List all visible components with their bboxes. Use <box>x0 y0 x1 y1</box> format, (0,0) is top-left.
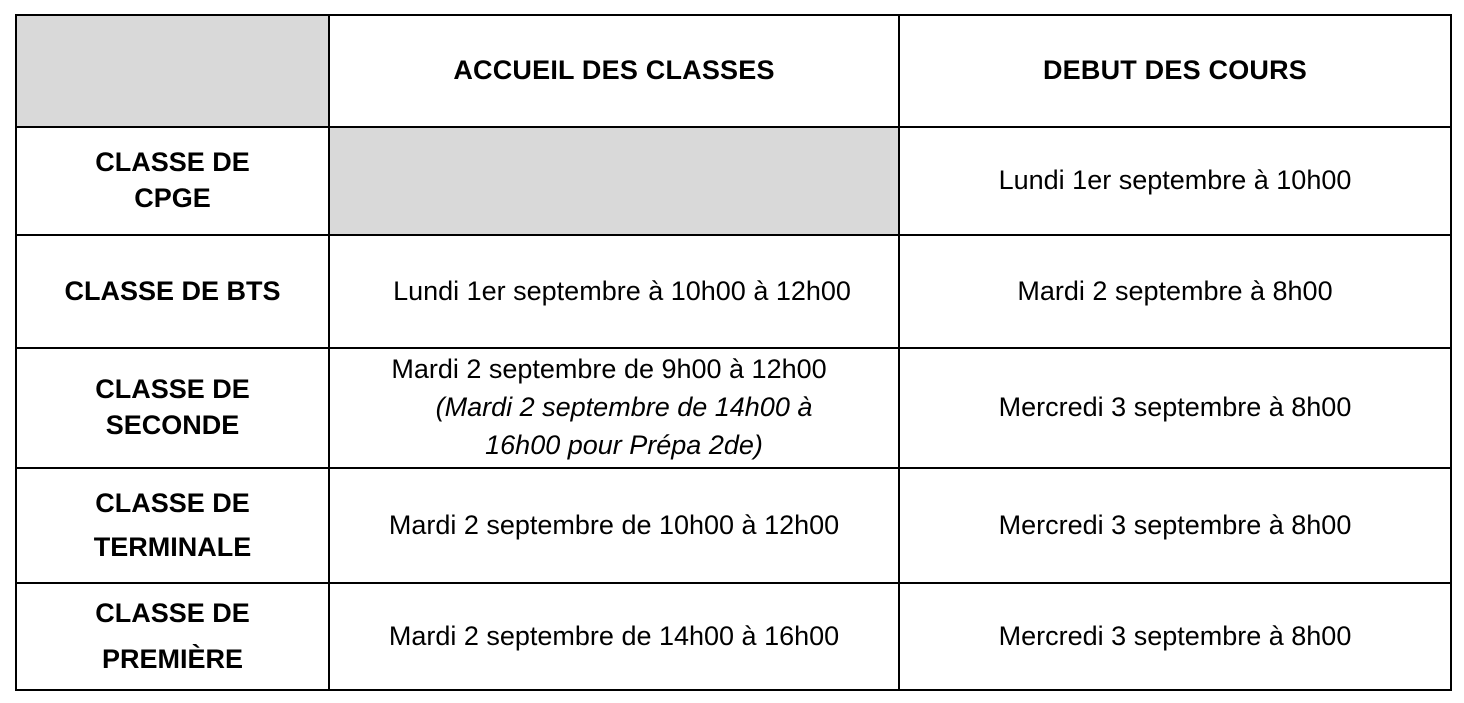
row-label-line: CLASSE DE <box>95 488 250 519</box>
row-label-terminale <box>16 468 329 583</box>
accueil-cell-empty <box>329 127 899 235</box>
row-label-line: CPGE <box>134 183 211 213</box>
table-row <box>16 348 1451 468</box>
row-label-line: CLASSE DE <box>95 147 250 178</box>
accueil-cell: Mardi 2 septembre de 10h00 à 12h00 <box>329 468 899 583</box>
debut-cell: Mercredi 3 septembre à 8h00 <box>899 468 1451 583</box>
header-debut: DEBUT DES COURS <box>899 15 1451 127</box>
row-label-line: CLASSE DE <box>95 597 250 628</box>
table-row <box>16 127 1451 235</box>
schedule-table <box>15 14 1452 691</box>
table-row <box>16 235 1451 348</box>
row-label-line: SECONDE <box>105 410 240 440</box>
row-label-cpge <box>16 127 329 235</box>
table-row <box>16 583 1451 690</box>
debut-cell: Mardi 2 septembre à 8h00 <box>899 235 1451 348</box>
accueil-cell: Mardi 2 septembre de 14h00 à 16h00 <box>329 583 899 690</box>
debut-cell: Lundi 1er septembre à 10h00 <box>899 127 1451 235</box>
header-row <box>16 15 1451 127</box>
row-label-line: CLASSE DE <box>95 374 250 405</box>
row-label-line: TERMINALE <box>93 531 252 562</box>
accueil-cell <box>329 235 899 348</box>
corner-cell <box>16 15 329 127</box>
row-label-premiere <box>16 583 329 690</box>
row-label-line: PREMIÈRE <box>101 643 244 674</box>
accueil-note-line: 16h00 pour Prépa 2de) <box>485 429 763 460</box>
row-label-line: CLASSE DE BTS <box>64 275 281 306</box>
header-accueil: ACCUEIL DES CLASSES <box>329 15 899 127</box>
table-row <box>16 468 1451 583</box>
accueil-text: Mardi 2 septembre de 9h00 à 12h00 <box>391 354 827 385</box>
debut-cell: Mercredi 3 septembre à 8h00 <box>899 348 1451 468</box>
accueil-text: Lundi 1er septembre à 10h00 à 12h00 <box>393 275 851 306</box>
accueil-note-line: (Mardi 2 septembre de 14h00 à <box>435 392 813 423</box>
accueil-cell <box>329 348 899 468</box>
debut-cell: Mercredi 3 septembre à 8h00 <box>899 583 1451 690</box>
row-label-seconde <box>16 348 329 468</box>
row-label-bts <box>16 235 329 348</box>
